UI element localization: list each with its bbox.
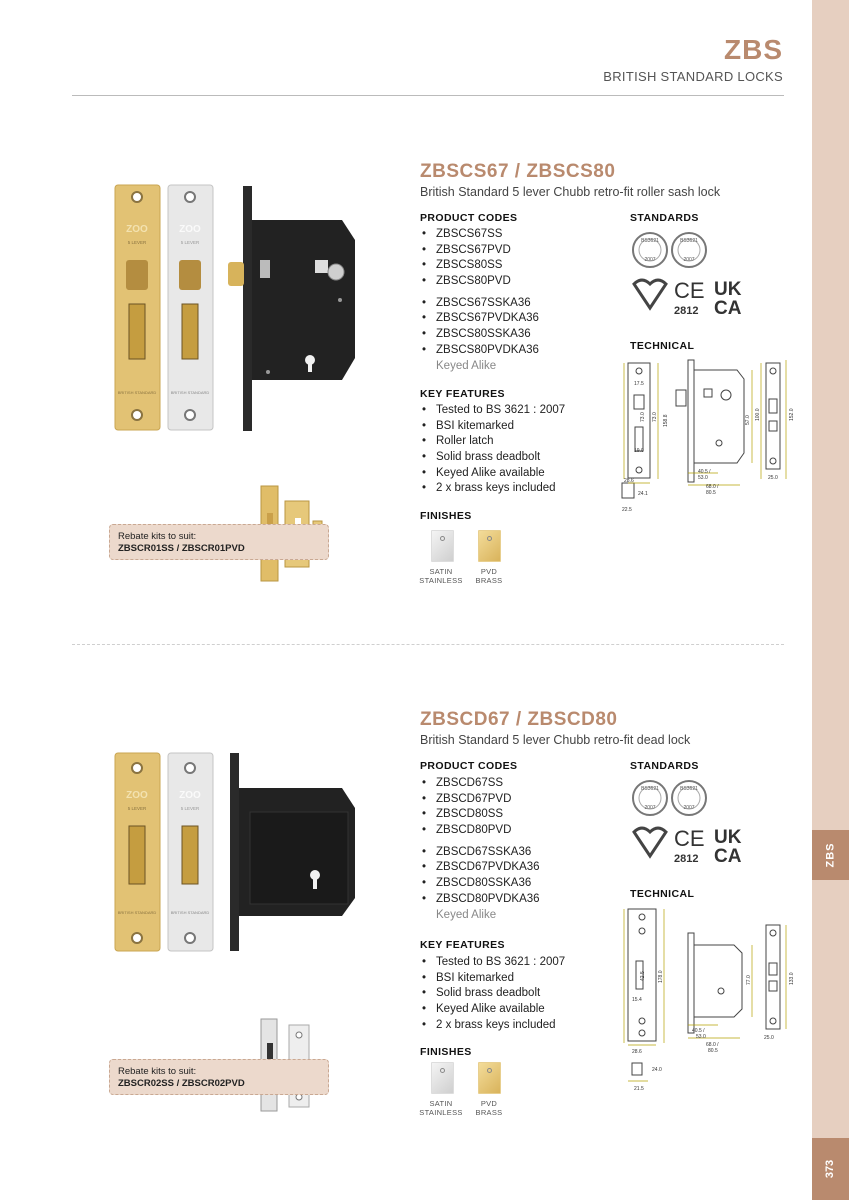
product-code: • ZBSCD67SS	[420, 776, 540, 792]
bs-badge-text: BS3621	[680, 786, 698, 792]
product-code: • ZBSCS80PVD	[420, 274, 539, 290]
product-code: • ZBSCS67SSKA36	[420, 296, 539, 312]
dim-label: 22.5	[622, 507, 632, 513]
ukca-top: UK	[714, 279, 742, 300]
key-features-heading-1: KEY FEATURES	[420, 388, 505, 400]
rebate-box-2	[109, 1059, 329, 1095]
page-number: 373	[824, 1159, 837, 1179]
product-code: • ZBSCD80SS	[420, 807, 540, 823]
rebate-codes-1: ZBSCR01SS / ZBSCR01PVD	[118, 543, 245, 554]
product-code: • ZBSCS80PVDKA36	[420, 343, 539, 359]
dim-label: 80.5	[708, 1048, 718, 1054]
key-features-heading-2: KEY FEATURES	[420, 939, 505, 951]
finish-label-pvd	[459, 1100, 519, 1117]
faceplate-footer-3: BRITISH STANDARD	[117, 910, 157, 915]
product-code: • ZBSCD67PVDKA36	[420, 860, 540, 876]
dim-label: 28.6	[624, 478, 634, 484]
ce-number: 2812	[674, 305, 699, 317]
faceplate-text-1: 5 LEVER	[127, 240, 147, 245]
product-codes-heading-1: PRODUCT CODES	[420, 212, 518, 224]
finishes-heading-1: FINISHES	[420, 510, 472, 522]
kitemark-icon	[634, 828, 666, 856]
technical-heading-1: TECHNICAL	[630, 340, 695, 352]
kitemark-text: BS3621	[641, 786, 659, 792]
dim-label: 17.5	[634, 381, 644, 387]
feature-item: • BSI kitemarked	[420, 419, 565, 435]
feature-item: • Roller latch	[420, 434, 565, 450]
faceplate-text-3: 5 LEVER	[127, 806, 147, 811]
keyed-alike-note: Keyed Alike	[436, 908, 497, 921]
product-code: • ZBSCD67SSKA36	[420, 845, 540, 861]
sidebar-tab-label: ZBS	[824, 842, 837, 868]
rebate-codes-2: ZBSCR02SS / ZBSCR02PVD	[118, 1078, 245, 1089]
product-codes-list-2	[420, 776, 540, 923]
header-rule	[72, 95, 784, 96]
dim-label: 73.0	[652, 412, 658, 422]
dim-label: 133.0	[789, 972, 795, 985]
faceplate-footer-1: BRITISH STANDARD	[117, 390, 157, 395]
faceplate-text-4: 5 LEVER	[180, 806, 200, 811]
finish-swatch-pvd-brass	[478, 1062, 501, 1094]
feature-item: • Solid brass deadbolt	[420, 986, 565, 1002]
finishes-heading-2: FINISHES	[420, 1046, 472, 1058]
finish-label-line: PVD	[480, 1099, 498, 1108]
product-code: • ZBSCS67SS	[420, 227, 539, 243]
bs-badge-year: 2007	[683, 257, 695, 263]
bs-badge-text: BS3621	[680, 238, 698, 244]
keyed-alike-note: Keyed Alike	[436, 359, 497, 372]
faceplate-footer-2: BRITISH STANDARD	[170, 390, 210, 395]
dim-label: 100.0	[755, 408, 761, 421]
kitemark-icon	[634, 280, 666, 308]
dim-label: 152.0	[789, 408, 795, 421]
kitemark-text: BS3621	[641, 238, 659, 244]
finish-label-line: SATIN	[429, 1099, 453, 1108]
dim-label: 21.5	[634, 1086, 644, 1092]
product-code: • ZBSCD80SSKA36	[420, 876, 540, 892]
product-code: • ZBSCD80PVDKA36	[420, 892, 540, 908]
sash-lock-image	[110, 180, 360, 440]
bs-badge-year: 2007	[683, 805, 695, 811]
brand-subtitle: BRITISH STANDARD LOCKS	[603, 69, 783, 84]
finish-swatch-satin-stainless	[431, 1062, 454, 1094]
dim-label: 53.0	[696, 1034, 706, 1040]
finish-label-pvd	[459, 568, 519, 585]
dim-label: 80.5	[706, 490, 716, 496]
technical-drawing-1	[614, 355, 804, 520]
feature-item: • 2 x brass keys included	[420, 481, 565, 497]
dim-label: 15.4	[632, 997, 642, 1003]
dim-label: 25.0	[764, 1035, 774, 1041]
technical-drawing-2	[614, 903, 804, 1098]
product-code: • ZBSCS80SS	[420, 258, 539, 274]
dim-label: 68.0 /	[706, 1042, 719, 1048]
feature-item: • Keyed Alike available	[420, 1002, 565, 1018]
rebate-label-1: Rebate kits to suit:	[118, 531, 197, 542]
dim-label: 53.0	[698, 475, 708, 481]
feature-item: • Tested to BS 3621 : 2007	[420, 403, 565, 419]
faceplate-brand-3: ZOO	[126, 790, 148, 801]
dim-label: 28.6	[632, 1049, 642, 1055]
finish-label-line: BRASS	[475, 1107, 503, 1117]
dim-label: 25.0	[768, 475, 778, 481]
feature-item: • Keyed Alike available	[420, 466, 565, 482]
rebate-label-2: Rebate kits to suit:	[118, 1066, 197, 1077]
product-subtitle-1: British Standard 5 lever Chubb retro-fit roller sash lock	[420, 185, 721, 199]
technical-heading-2: TECHNICAL	[630, 888, 695, 900]
key-features-list-1	[420, 403, 565, 497]
dim-label: 73.0	[640, 412, 646, 422]
brand-title: ZBS	[724, 34, 783, 65]
sidebar-tab	[812, 830, 849, 880]
dim-label: 40.5 /	[692, 1028, 705, 1034]
dim-label: 57.0	[745, 415, 751, 425]
ce-mark: CE	[674, 278, 705, 303]
section-divider	[72, 644, 784, 645]
feature-item: • 2 x brass keys included	[420, 1018, 565, 1034]
standards-heading-2: STANDARDS	[630, 760, 699, 772]
standards-marks-2	[628, 776, 753, 868]
standards-marks-1	[628, 228, 753, 320]
feature-item: • BSI kitemarked	[420, 971, 565, 987]
faceplate-text-2: 5 LEVER	[180, 240, 200, 245]
faceplate-brand-1: ZOO	[126, 224, 148, 235]
product-title-2: ZBSCD67 / ZBSCD80	[420, 709, 618, 730]
ce-number: 2812	[674, 853, 699, 865]
product-codes-heading-2: PRODUCT CODES	[420, 760, 518, 772]
dim-label: 77.0	[746, 975, 752, 985]
product-title-1: ZBSCS67 / ZBSCS80	[420, 161, 616, 182]
dim-label: 40.5 /	[698, 469, 711, 475]
ukca-bottom: CA	[714, 298, 742, 319]
faceplate-footer-4: BRITISH STANDARD	[170, 910, 210, 915]
page-number-box	[812, 1138, 849, 1200]
standards-heading-1: STANDARDS	[630, 212, 699, 224]
rebate-box-1	[109, 524, 329, 560]
kitemark-year: 2007	[644, 805, 656, 811]
finish-label-line: PVD	[480, 567, 498, 576]
finish-label-line: BRASS	[475, 575, 503, 585]
faceplate-brand-2: ZOO	[179, 224, 201, 235]
product-code: • ZBSCS67PVDKA36	[420, 311, 539, 327]
dead-lock-image	[110, 750, 360, 955]
finish-label-line: SATIN	[429, 567, 453, 576]
key-features-list-2	[420, 955, 565, 1033]
ukca-bottom: CA	[714, 846, 742, 867]
faceplate-brand-4: ZOO	[179, 790, 201, 801]
ukca-top: UK	[714, 827, 742, 848]
product-code: • ZBSCS67PVD	[420, 243, 539, 259]
finish-label-line: STAINLESS	[419, 575, 463, 585]
dim-label: 178.0	[658, 970, 664, 983]
dim-label: 19.0	[634, 448, 644, 454]
dim-label: 42.5	[640, 971, 646, 981]
finish-swatch-satin-stainless	[431, 530, 454, 562]
dim-label: 24.1	[638, 491, 648, 497]
sidebar	[812, 0, 849, 1200]
kitemark-year: 2007	[644, 257, 656, 263]
feature-item: • Solid brass deadbolt	[420, 450, 565, 466]
product-code: • ZBSCS80SSKA36	[420, 327, 539, 343]
finish-label-line: STAINLESS	[419, 1107, 463, 1117]
dim-label: 158.8	[663, 414, 669, 427]
ce-mark: CE	[674, 826, 705, 851]
dim-label: 68.0 /	[706, 484, 719, 490]
product-subtitle-2: British Standard 5 lever Chubb retro-fit dead lock	[420, 733, 691, 747]
dim-label: 24.0	[652, 1067, 662, 1073]
product-code: • ZBSCD80PVD	[420, 823, 540, 839]
finish-swatch-pvd-brass	[478, 530, 501, 562]
product-code: • ZBSCD67PVD	[420, 792, 540, 808]
product-codes-list-1	[420, 227, 539, 374]
feature-item: • Tested to BS 3621 : 2007	[420, 955, 565, 971]
